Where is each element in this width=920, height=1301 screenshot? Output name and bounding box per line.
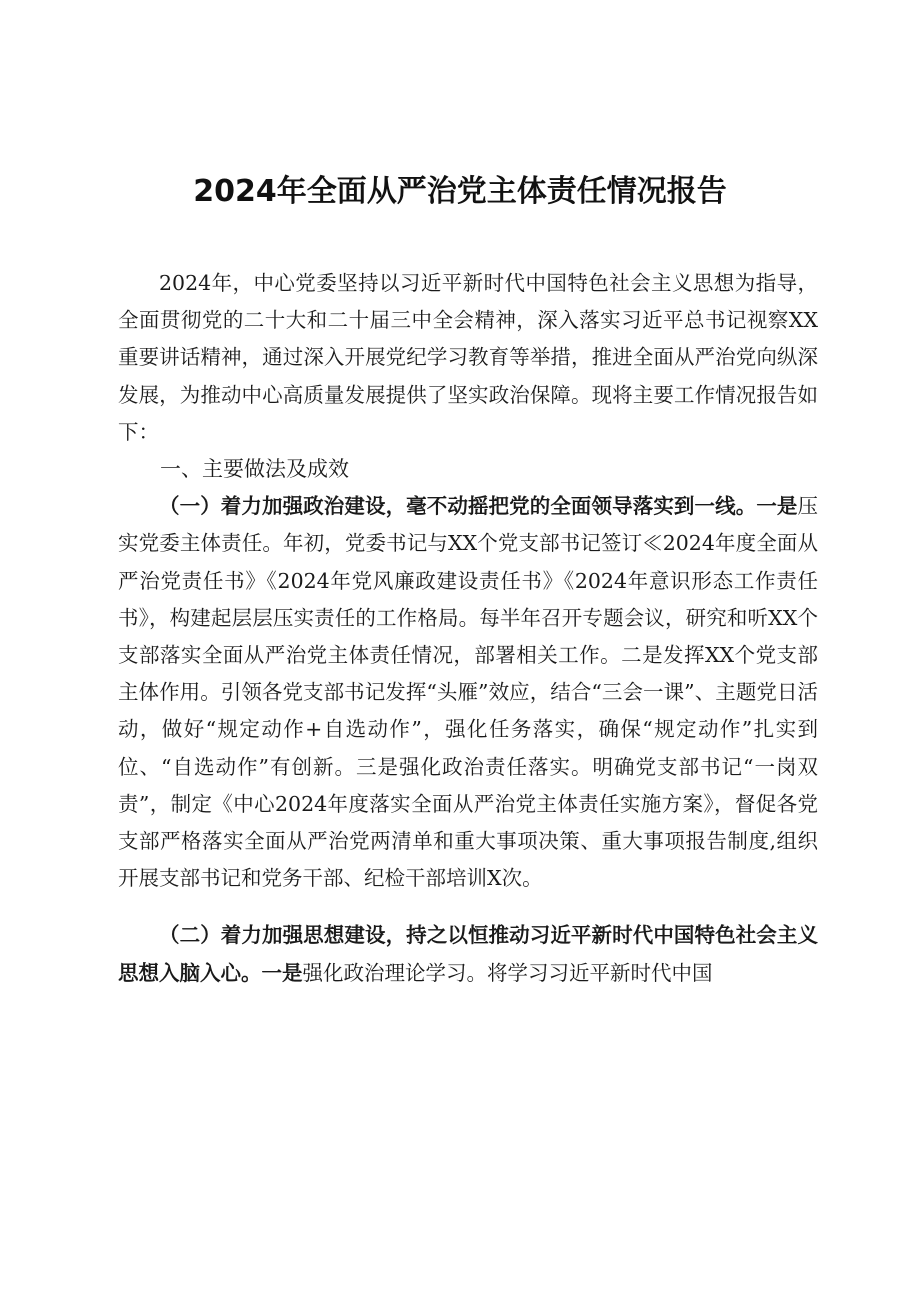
- subsection-1-text: 压实党委主体责任。年初，党委书记与XX个党支部书记签订≪2024年度全面从严治党责任书》《2024年党风廉政建设责任书》《2024年意识形态工作责任书》，构建起层层压实责任的工作格局。每半年召开专题会议，研究和听XX个支部落实全面从严治党主体责任情况，部署相关工作。二是发挥XX个党支部主体作用。引领各党支部书记发挥“头雁”效应，结合“三会一课”、主题党日活动，做好“规定动作+自选动作”，强化任务落实，确保“规定动作”扎实到位、“自选动作”有创新。三是强化政治责任落实。明确党支部书记“一岗双责”，制定《中心2024年度落实全面从严治党主体责任实施方案》，督促各党支部严格落实全面从严治党两清单和重大事项决策、重大事项报告制度,组织开展支部书记和党务干部、纪检干部培训X次。: [118, 494, 819, 891]
- document-body: [118, 265, 818, 992]
- intro-paragraph: 2024年，中心党委坚持以习近平新时代中国特色社会主义思想为指导，全面贯彻党的二十大和二十届三中全会精神，深入落实习近平总书记视察XX重要讲话精神，通过深入开展党纪学习教育等举措，推进全面从严治党向纵深发展，为推动中心高质量发展提供了坚实政治保障。现将主要工作情况报告如下：: [118, 271, 818, 444]
- subsection-2-paragraph: [118, 917, 818, 991]
- subsection-2-heading: （二）着力加强思想建设，持之以恒推动习近平新时代中国特色社会主义思想入脑入心。: [118, 923, 818, 985]
- section-heading: 一、主要做法及成效: [160, 457, 349, 482]
- subsection-1-heading: （一）着力加强政治建设，毫不动摇把党的全面领导落实到一线。: [159, 494, 757, 519]
- subsection-1-paragraph: [118, 488, 818, 897]
- subsection-2-lead: 一是: [261, 960, 303, 985]
- subsection-1-lead: 一是: [756, 494, 798, 519]
- subsection-2-text: 强化政治理论学习。将学习习近平新时代中国: [302, 960, 713, 985]
- document-title: 2024年全面从严治党主体责任情况报告: [193, 174, 727, 209]
